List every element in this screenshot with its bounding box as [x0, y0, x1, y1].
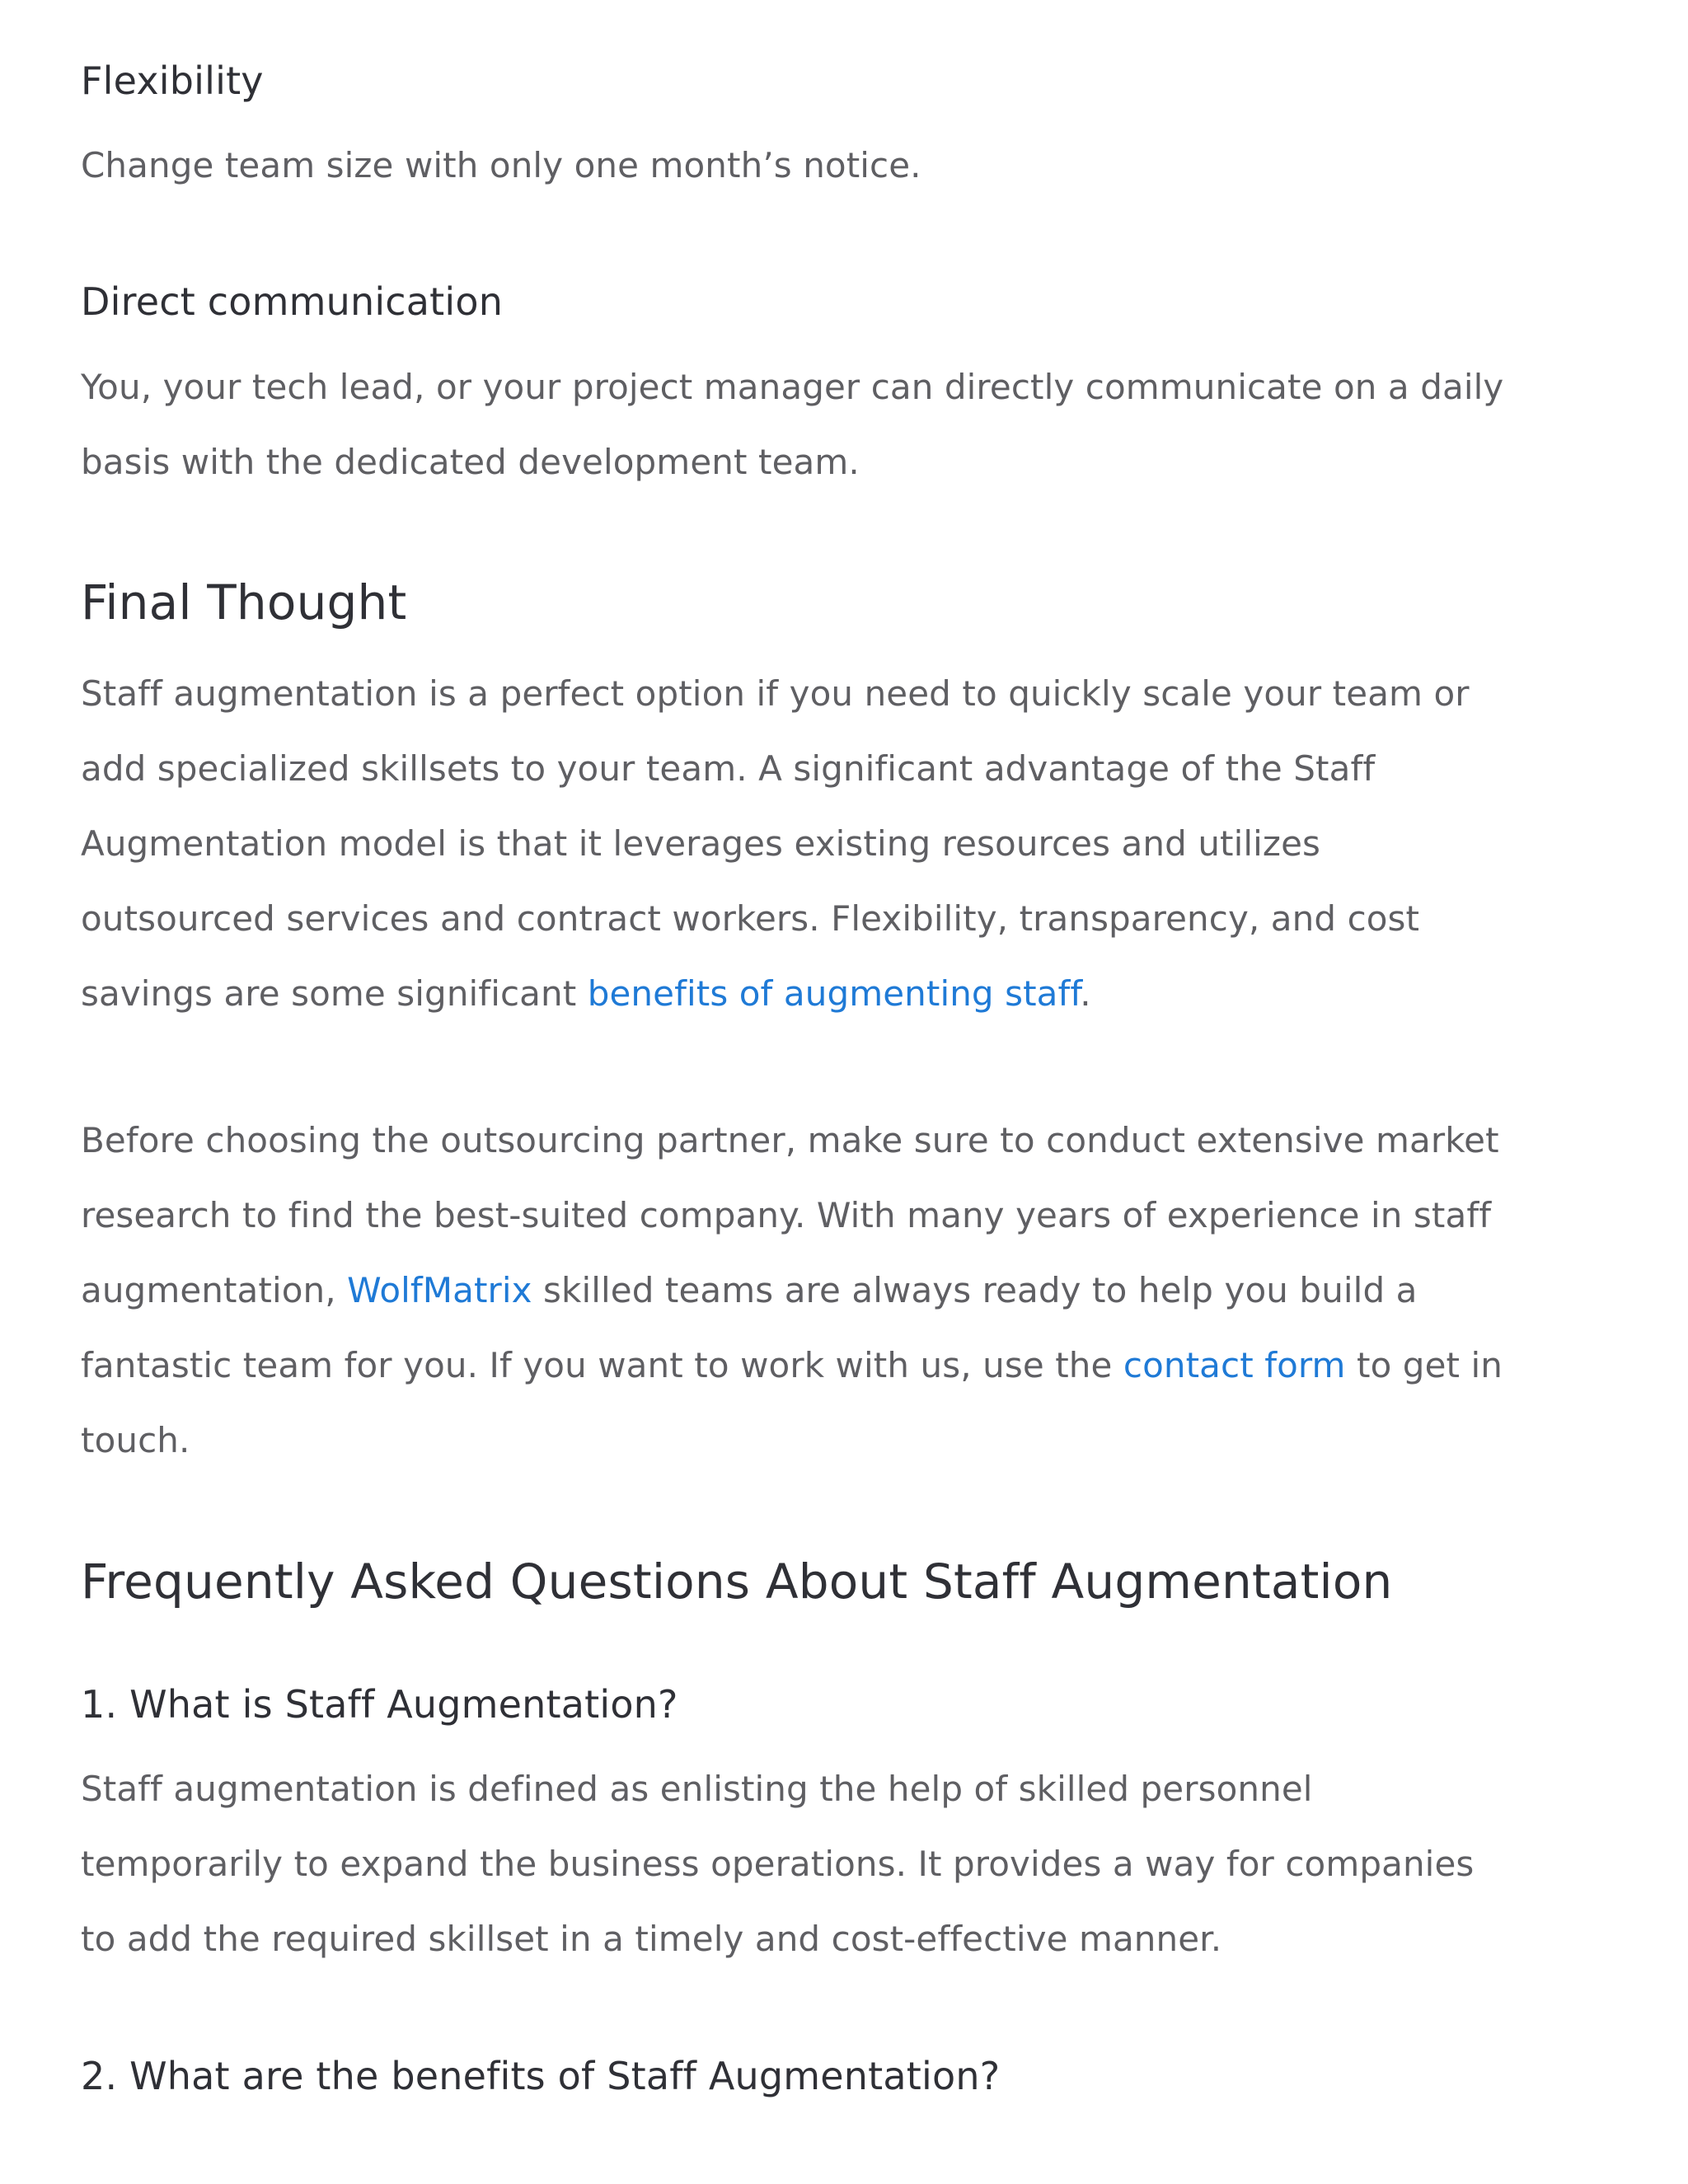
paragraph-final-thought-line-3: Augmentation model is that it leverages existing resources and utilizes	[81, 823, 1320, 864]
paragraph-direct-communication-line-2: basis with the dedicated development team.	[81, 442, 860, 482]
paragraph-final-thought-line-2: add specialized skillsets to your team. A significant advantage of the Staff	[81, 748, 1376, 789]
paragraph-partner-line-3	[81, 1253, 1418, 1328]
text-segment: to get in	[1345, 1345, 1503, 1385]
text-segment: fantastic team for you. If you want to work with us, use the	[81, 1345, 1123, 1385]
paragraph-partner-line-2: research to find the best-suited company. With many years of experience in staff	[81, 1195, 1492, 1235]
paragraph-faq-answer-1-line-2: temporarily to expand the business operations. It provides a way for companies	[81, 1844, 1475, 1884]
heading-faq-question-2: 2. What are the benefits of Staff Augmentation?	[81, 2054, 1001, 2098]
paragraph-direct-communication-line-1: You, your tech lead, or your project manager can directly communicate on a daily	[81, 367, 1504, 407]
text-segment: .	[1080, 973, 1091, 1014]
text-segment: augmentation,	[81, 1270, 348, 1310]
heading-final-thought: Final Thought	[81, 574, 407, 630]
link-contact-form[interactable]: contact form	[1123, 1345, 1346, 1385]
paragraph-final-thought-line-4: outsourced services and contract workers. Flexibility, transparency, and cost	[81, 898, 1420, 939]
paragraph-partner-line-5: touch.	[81, 1420, 190, 1460]
link-benefits-of-augmenting-staff[interactable]: benefits of augmenting staff	[587, 973, 1081, 1014]
paragraph-final-thought-line-1: Staff augmentation is a perfect option if you need to quickly scale your team or	[81, 673, 1470, 714]
paragraph-final-thought-line-5	[81, 956, 1091, 1031]
paragraph-flexibility: Change team size with only one month’s notice.	[81, 145, 921, 185]
heading-faq: Frequently Asked Questions About Staff Augmentation	[81, 1554, 1393, 1610]
paragraph-faq-answer-1-line-1: Staff augmentation is defined as enlisting the help of skilled personnel	[81, 1769, 1313, 1809]
text-segment: skilled teams are always ready to help you build a	[532, 1270, 1418, 1310]
text-segment: savings are some significant	[81, 973, 588, 1014]
paragraph-partner-line-1: Before choosing the outsourcing partner, make sure to conduct extensive market	[81, 1120, 1499, 1160]
link-wolfmatrix[interactable]: WolfMatrix	[347, 1270, 532, 1310]
heading-direct-communication: Direct communication	[81, 279, 504, 324]
paragraph-partner-line-4	[81, 1328, 1503, 1403]
heading-faq-question-1: 1. What is Staff Augmentation?	[81, 1682, 678, 1727]
heading-flexibility: Flexibility	[81, 59, 264, 103]
paragraph-faq-answer-1-line-3: to add the required skillset in a timely and cost-effective manner.	[81, 1919, 1222, 1959]
